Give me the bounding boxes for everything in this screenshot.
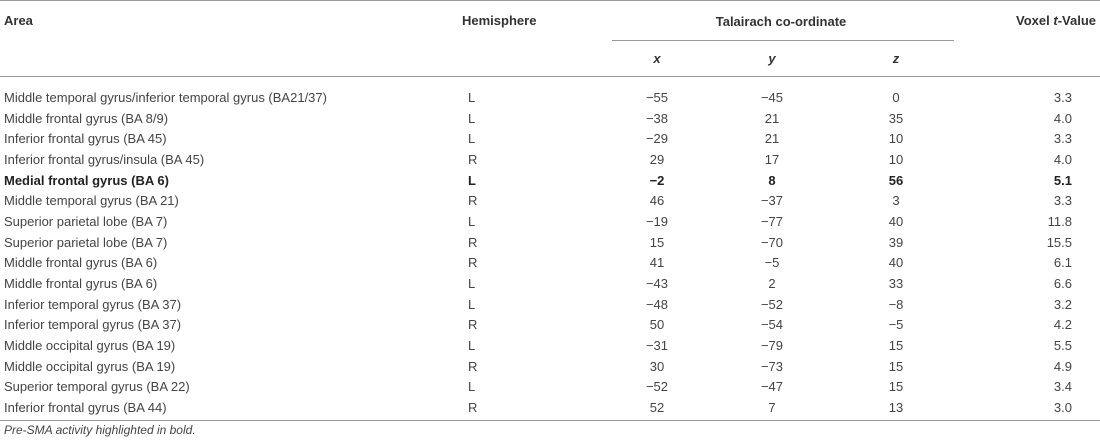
cell-hemisphere: L: [468, 276, 476, 292]
cell-area: Superior parietal lobe (BA 7): [4, 213, 168, 229]
table-row: [0, 108, 1100, 129]
cell-hemisphere: L: [468, 338, 476, 354]
cell-voxel-t: 4.0: [1053, 151, 1072, 167]
cell-voxel-t: 3.3: [1053, 131, 1072, 147]
cell-hemisphere: R: [468, 255, 478, 271]
cell-area: Middle frontal gyrus (BA 6): [4, 276, 158, 292]
cell-z: 39: [888, 234, 904, 250]
header-talairach: [602, 1, 960, 42]
header-talairach-label: Talairach co-ordinate: [715, 13, 847, 29]
cell-voxel-t: 4.0: [1053, 110, 1072, 126]
cell-z: 10: [888, 151, 904, 167]
cell-area: Middle temporal gyrus/inferior temporal gyrus (BA21/37): [4, 89, 327, 105]
cell-area: Superior parietal lobe (BA 7): [4, 234, 168, 250]
cell-voxel-t: 3.3: [1053, 193, 1072, 209]
cell-hemisphere: L: [468, 213, 476, 229]
cell-hemisphere: R: [468, 358, 478, 374]
table-row: [0, 294, 1100, 315]
header-x: x: [602, 41, 712, 77]
header-voxel-t: [960, 1, 1100, 77]
cell-x: −31: [645, 338, 669, 354]
cell-area: Inferior temporal gyrus (BA 37): [4, 317, 182, 333]
cell-area: Superior temporal gyrus (BA 22): [4, 379, 190, 395]
cell-voxel-t: 11.8: [1047, 213, 1072, 229]
cell-x: 52: [602, 397, 712, 420]
cell-x: −38: [645, 110, 669, 126]
cell-z: 13: [832, 397, 960, 420]
cell-y: 7: [712, 397, 832, 420]
cell-y: −52: [760, 296, 784, 312]
cell-area: Middle frontal gyrus (BA 6): [4, 255, 158, 271]
cell-y: −73: [760, 358, 784, 374]
cell-z: 35: [888, 110, 904, 126]
header-y: y: [712, 41, 832, 77]
cell-area: Middle occipital gyrus (BA 19): [4, 338, 176, 354]
table-footnote: Pre-SMA activity highlighted in bold.: [4, 423, 196, 437]
cell-hemisphere: R: [452, 397, 602, 420]
cell-hemisphere: L: [468, 172, 476, 188]
table-body: [0, 77, 1100, 421]
cell-y: −54: [760, 317, 784, 333]
cell-z: 10: [888, 131, 904, 147]
table-row: [0, 315, 1100, 336]
cell-voxel-t: 3.0: [960, 397, 1100, 420]
talairach-underline: [612, 40, 954, 41]
cell-y: 17: [764, 151, 780, 167]
cell-area: Middle frontal gyrus (BA 8/9): [4, 110, 169, 126]
cell-z: 15: [888, 379, 904, 395]
cell-y: −45: [760, 89, 784, 105]
cell-y: −47: [760, 379, 784, 395]
table-row: [0, 149, 1100, 170]
cell-voxel-t: 3.4: [1053, 379, 1072, 395]
header-z: z: [832, 41, 960, 77]
cell-hemisphere: R: [468, 151, 478, 167]
cell-z: 40: [888, 255, 904, 271]
cell-area: Inferior frontal gyrus (BA 45): [4, 131, 167, 147]
cell-hemisphere: L: [468, 131, 476, 147]
header-voxel-t-prefix: Voxel: [1016, 13, 1054, 28]
cell-hemisphere: R: [468, 234, 478, 250]
table-row: [0, 356, 1100, 377]
cell-y: 21: [764, 110, 780, 126]
cell-voxel-t: 4.2: [1053, 317, 1072, 333]
cell-x: −29: [645, 131, 669, 147]
cell-z: 40: [888, 213, 904, 229]
cell-z: 15: [888, 338, 904, 354]
cell-x: −48: [645, 296, 669, 312]
cell-voxel-t: 6.6: [1053, 276, 1072, 292]
table-row: [0, 377, 1100, 398]
cell-z: 56: [888, 172, 904, 188]
cell-area: Medial frontal gyrus (BA 6): [4, 172, 169, 188]
header-hemisphere: Hemisphere: [452, 1, 602, 77]
cell-voxel-t: 5.5: [1053, 338, 1072, 354]
cell-voxel-t: 6.1: [1053, 255, 1072, 271]
table-row: [0, 253, 1100, 274]
cell-area: Inferior temporal gyrus (BA 37): [4, 296, 182, 312]
cell-x: 46: [649, 193, 665, 209]
cell-voxel-t: 4.9: [1053, 358, 1072, 374]
cell-area: Inferior frontal gyrus (BA 44): [0, 397, 452, 420]
cell-z: −8: [888, 296, 904, 312]
cell-y: −5: [764, 255, 780, 271]
table-row: [0, 335, 1100, 356]
table-row: [0, 128, 1100, 149]
cell-y: 2: [768, 276, 776, 292]
cell-x: 29: [649, 151, 665, 167]
cell-z: 33: [888, 276, 904, 292]
cell-x: −55: [645, 89, 669, 105]
cell-area: Inferior frontal gyrus/insula (BA 45): [4, 151, 205, 167]
cell-x: 41: [649, 255, 665, 271]
header-voxel-t-suffix: -Value: [1057, 13, 1096, 28]
cell-hemisphere: R: [468, 317, 478, 333]
cell-voxel-t: 5.1: [1053, 172, 1072, 188]
cell-x: −2: [649, 172, 665, 188]
cell-x: 30: [649, 358, 665, 374]
table-row: [0, 273, 1100, 294]
cell-hemisphere: L: [468, 110, 476, 126]
cell-x: 50: [649, 317, 665, 333]
cell-hemisphere: R: [468, 193, 478, 209]
cell-z: 0: [892, 89, 900, 105]
cell-x: 15: [649, 234, 665, 250]
cell-area: Middle occipital gyrus (BA 19): [4, 358, 176, 374]
cell-z: 15: [888, 358, 904, 374]
cell-z: −5: [888, 317, 904, 333]
cell-y: 21: [764, 131, 780, 147]
cell-y: −37: [760, 193, 784, 209]
cell-x: −52: [645, 379, 669, 395]
table-row: [0, 77, 1100, 108]
cell-y: 8: [768, 172, 776, 188]
cell-voxel-t: 3.3: [1053, 89, 1072, 105]
table-row: [0, 211, 1100, 232]
cell-hemisphere: L: [468, 379, 476, 395]
cell-hemisphere: L: [468, 296, 476, 312]
header-voxel-t-italic: t: [1053, 13, 1058, 28]
cell-voxel-t: 15.5: [1046, 234, 1072, 250]
table-row: [0, 232, 1100, 253]
cell-voxel-t: 3.2: [1053, 296, 1072, 312]
cell-area: Middle temporal gyrus (BA 21): [4, 193, 179, 209]
cell-y: −79: [760, 338, 784, 354]
cell-hemisphere: L: [468, 89, 476, 105]
table-row: [0, 397, 1100, 420]
cell-x: −43: [645, 276, 669, 292]
cell-x: −19: [645, 213, 669, 229]
header-row-primary: [0, 1, 1100, 42]
header-area: Area: [0, 1, 452, 77]
cell-y: −77: [760, 213, 784, 229]
cell-y: −70: [760, 234, 784, 250]
table-row: [0, 190, 1100, 211]
table-row: [0, 170, 1100, 191]
table-header: [0, 1, 1100, 77]
cell-z: 3: [892, 193, 900, 209]
